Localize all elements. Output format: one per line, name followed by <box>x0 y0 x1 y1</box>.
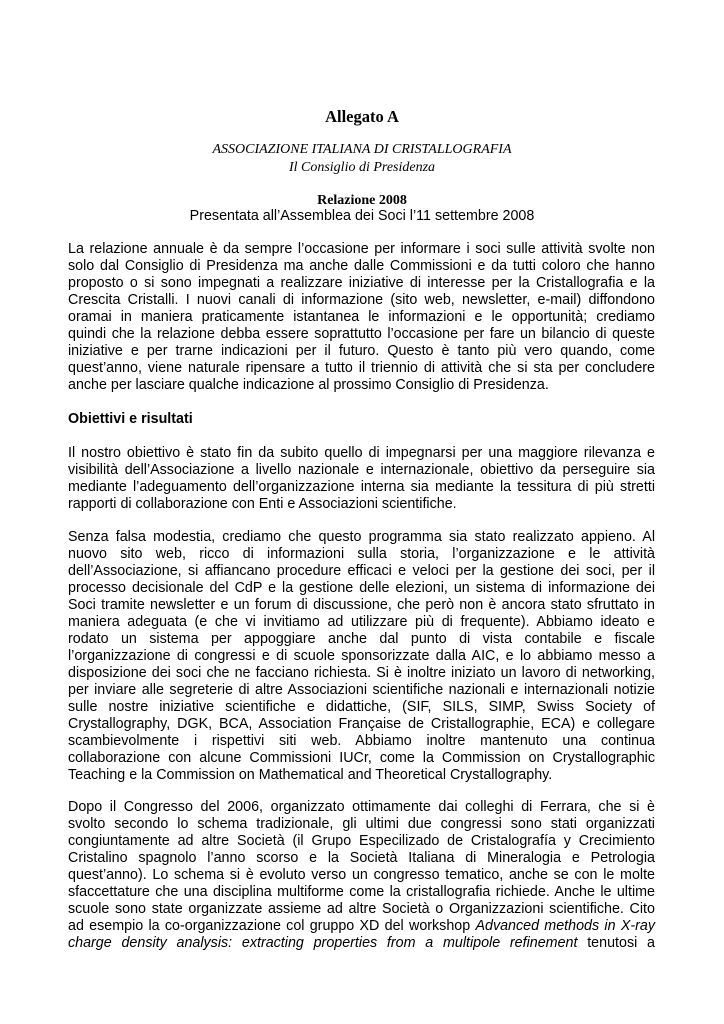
text-line: Teaching e la Commission on Mathematical and Theoretical Crystallography. <box>68 767 553 783</box>
document-title: Allegato A <box>325 107 399 126</box>
intro-paragraph <box>68 241 655 394</box>
text-line: solo dal Consiglio di Presidenza ma anche dalle Commissioni e da tutti coloro che hanno <box>68 258 655 274</box>
text-line <box>68 918 655 935</box>
text-line: visibilità dell’Associazione a livello nazionale e internazionale, obiettivo da perseguire sia <box>68 462 655 478</box>
text-line: dell’Associazione, si affiancano procedure efficaci e veloci per la gestione dei soci, per il <box>68 563 655 579</box>
text-line: per inviare alle segreterie di altre Associazioni scientifiche nazionali e internazionali notizie <box>68 682 655 698</box>
text-line: quest’anno). Lo schema si è evoluto verso un congresso tematico, anche se con le molte <box>68 867 655 883</box>
text-line: nuovo sito web, ricco di informazioni sulla storia, l’organizzazione e le attività <box>68 546 655 562</box>
congress-paragraph <box>68 799 655 952</box>
text-line: quindi che la relazione debba essere soprattutto l’occasione per fare un bilancio di queste <box>68 326 655 342</box>
association-name: ASSOCIAZIONE ITALIANA DI CRISTALLOGRAFIA <box>212 142 512 157</box>
text-line: Soci tramite newsletter e un forum di discussione, che però non è ancora stato sfruttato in <box>68 597 655 613</box>
text-line: Crystallography, DGK, BCA, Association Française de Cristallographie, ECA) e collegare <box>68 716 655 732</box>
council-name: Il Consiglio di Presidenza <box>288 160 436 175</box>
text-line: rodato un sistema per appoggiare anche dal punto di vista contabile e fiscale <box>68 631 655 647</box>
text-run: ad esempio la co-organizzazione col gruppo XD del workshop <box>68 918 476 934</box>
text-line: l’organizzazione di congressi e di scuole sponsorizzate dalla AIC, e lo abbiamo messo a <box>68 648 655 664</box>
text-line: La relazione annuale è da sempre l’occasione per informare i soci sulle attività svolte non <box>68 241 655 257</box>
text-line: proposto o si sono impegnati a realizzare iniziative di interesse per la Cristallografia e la <box>68 275 655 291</box>
workshop-title-part: charge density analysis: extracting properties from a multipole refinement <box>68 935 578 951</box>
text-run: tenutosi a <box>577 935 655 951</box>
text-line: scambievolmente i rispettivi siti web. Abbiamo inoltre mantenuto una continua <box>68 733 655 749</box>
text-line: quest’anno, viene naturale ripensare a tutto il triennio di attività che si sta per concludere <box>68 360 655 376</box>
text-line: sulle nostre iniziative scientifiche e didattiche, (SIF, SILS, SIMP, Swiss Society of <box>68 699 655 715</box>
text-line: svolto secondo lo schema tradizionale, gli ultimi due congressi sono stati organizzati <box>68 816 655 832</box>
section-heading: Obiettivi e risultati <box>68 411 193 427</box>
program-paragraph <box>68 529 655 784</box>
objectives-paragraph <box>68 445 655 513</box>
text-line: Cristalino spagnolo l’anno scorso e la Società Italiana di Mineralogia e Petrologia <box>68 850 655 866</box>
text-line: Crescita Cristalli. I nuovi canali di informazione (sito web, newsletter, e-mail) diffondono <box>68 292 655 308</box>
report-title: Relazione 2008 <box>317 193 407 208</box>
text-line: congiuntamente ad altre Società (il Grupo Especilizado de Cristalografía y Crecimiento <box>68 833 655 849</box>
text-line: processo decisionale del CdP e la gestione delle elezioni, un sistema di informazione dei <box>68 580 655 596</box>
text-line: Dopo il Congresso del 2006, organizzato ottimamente dai colleghi di Ferrara, che si è <box>68 799 655 815</box>
text-line: Il nostro obiettivo è stato fin da subito quello di impegnarsi per una maggiore rilevanza e <box>68 445 655 461</box>
text-line: maniera adeguata (e che vi invitiamo ad utilizzare più di frequente). Abbiamo ideato e <box>68 614 655 630</box>
text-line: sfaccettature che una disciplina multiforme come la cristallografia richiede. Anche le ultime <box>68 884 655 900</box>
report-subtitle: Presentata all’Assemblea dei Soci l’11 settembre 2008 <box>189 208 535 224</box>
text-line: mediante l’adeguamento dell’organizzazione interna sia mediante la tessitura di più stretti <box>68 479 655 495</box>
text-line: collaborazione con alcune Commissioni IUCr, come la Commission on Crystallographic <box>68 750 655 766</box>
workshop-title-part: Advanced methods in X-ray <box>475 918 655 934</box>
text-line: scuole sono state organizzate assieme ad altre Società o Organizzazioni scientifiche. Cito <box>68 901 655 917</box>
text-line: rapporti di collaborazione con Enti e Associazioni scientifiche. <box>68 496 457 512</box>
text-line: disposizione dei soci che ne facciano richiesta. Si è inoltre iniziato un lavoro di networking, <box>68 665 655 681</box>
text-line: oramai in maniera praticamente istantanea le informazioni e le opportunità; crediamo <box>68 309 655 325</box>
text-line: Senza falsa modestia, crediamo che questo programma sia stato realizzato appieno. Al <box>68 529 655 545</box>
text-line: iniziative e per trarne indicazioni per il futuro. Questo è tanto più vero quando, come <box>68 343 655 359</box>
text-line: anche per lasciare qualche indicazione al prossimo Consiglio di Presidenza. <box>68 377 549 393</box>
text-line <box>68 935 655 952</box>
